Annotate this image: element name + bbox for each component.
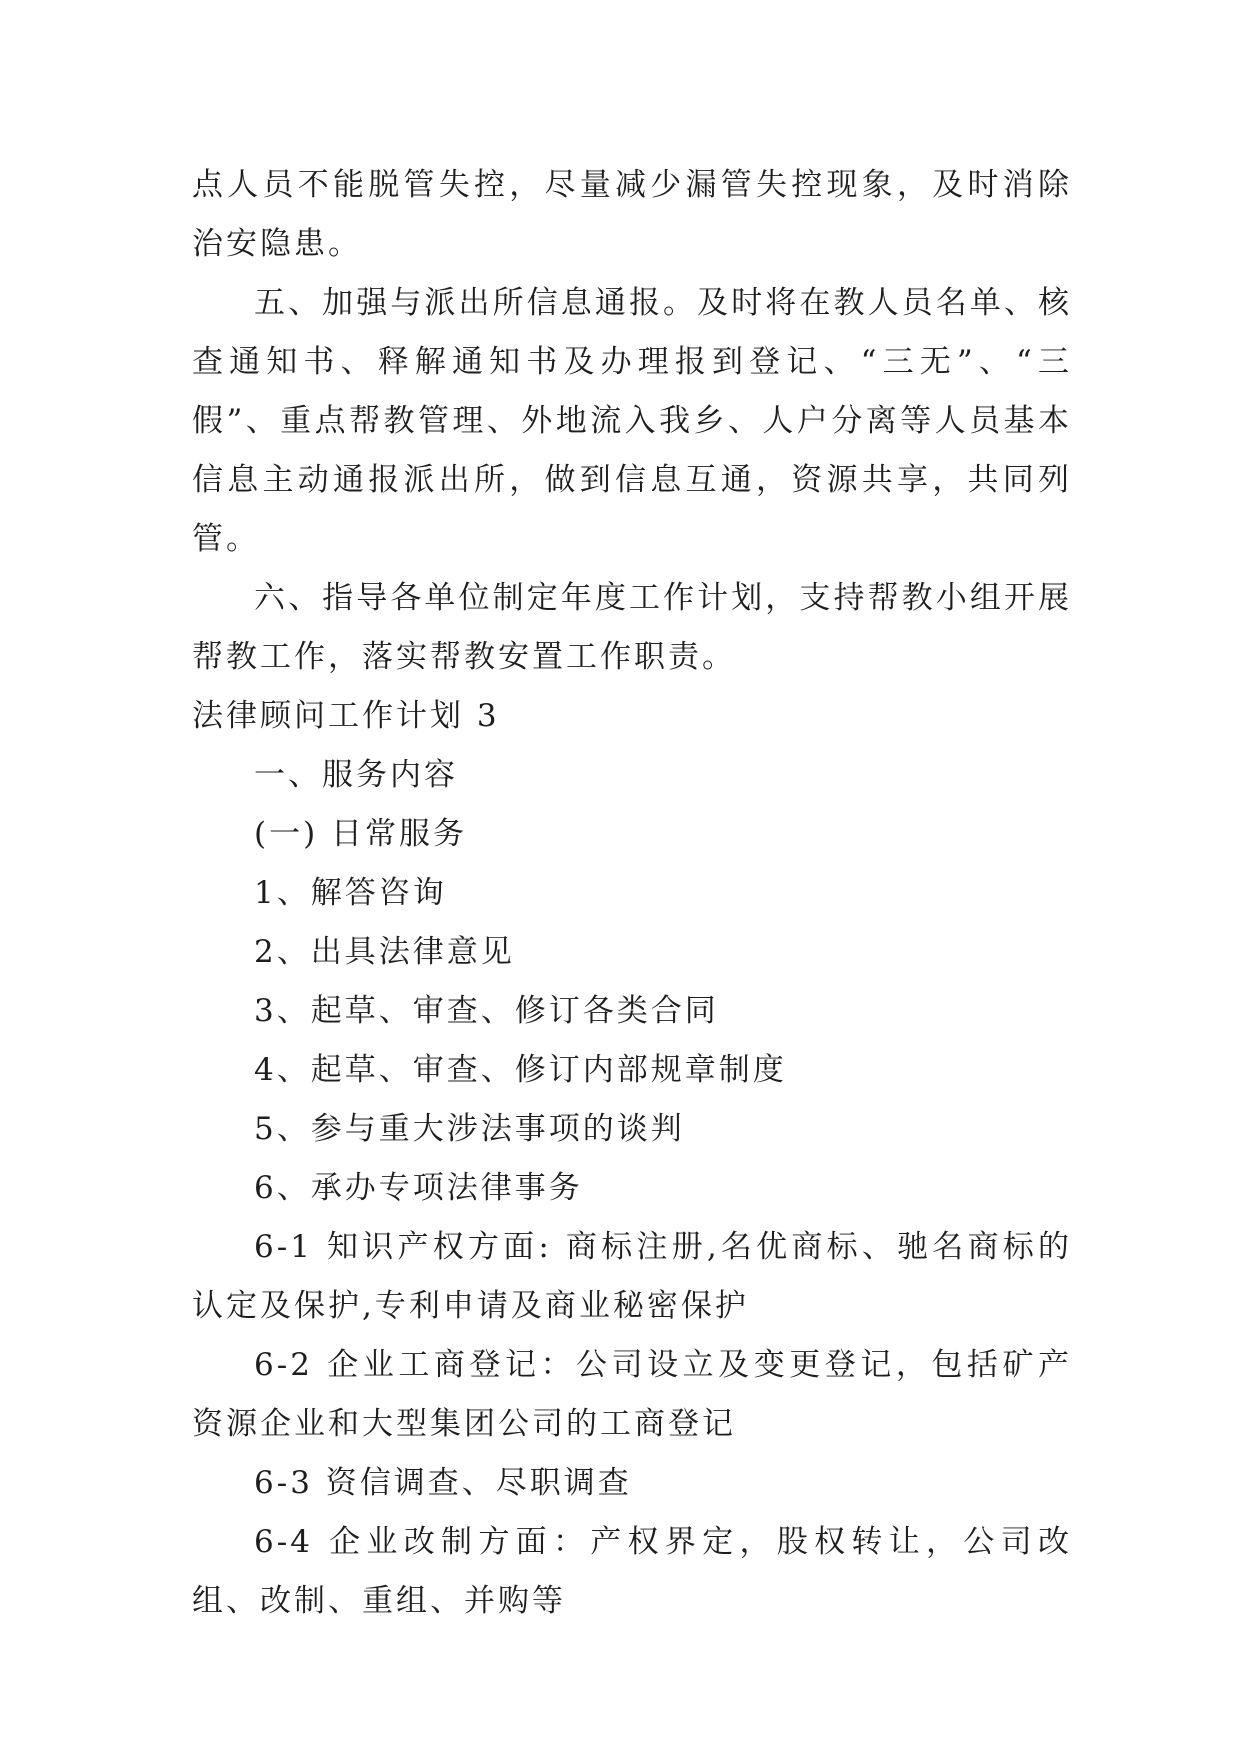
- list-item: 6、承办专项法律事务: [254, 1170, 583, 1206]
- list-item: 6-4 企业改制方面：产权界定，股权转让，公司改组、改制、重组、并购等: [192, 1524, 1072, 1619]
- paragraph-item-six: 六、指导各单位制定年度工作计划，支持帮教小组开展帮教工作，落实帮教安置工作职责。: [192, 580, 1072, 675]
- list-item: (一) 日常服务: [254, 816, 468, 852]
- list-item: 3、起草、审查、修订各类合同: [254, 993, 719, 1029]
- list-item: 一、服务内容: [254, 757, 458, 793]
- list-item: 6-1 知识产权方面: 商标注册,名优商标、驰名商标的认定及保护,专利申请及商业秘密保护: [192, 1229, 1072, 1324]
- list-item: 6-3 资信调查、尽职调查: [254, 1465, 632, 1501]
- paragraph-item-five: 五、加强与派出所信息通报。及时将在教人员名单、核查通知书、释解通知书及办理报到登记、“三无”、“三假”、重点帮教管理、外地流入我乡、人户分离等人员基本信息主动通报派出所，做到信息互通，资源共享，共同列管。: [192, 285, 1072, 557]
- list-item: 2、出具法律意见: [254, 934, 515, 970]
- list-item: 5、参与重大涉法事项的谈判: [254, 1111, 685, 1147]
- list-item: 6-2 企业工商登记：公司设立及变更登记，包括矿产资源企业和大型集团公司的工商登记: [192, 1347, 1072, 1442]
- document-body: [192, 156, 1072, 1631]
- paragraph-continuation: 点人员不能脱管失控，尽量减少漏管失控现象，及时消除治安隐患。: [192, 167, 1072, 262]
- list-item: 4、起草、审查、修订内部规章制度: [254, 1052, 787, 1088]
- list-item: 1、解答咨询: [254, 875, 447, 911]
- section-title: 法律顾问工作计划 3: [192, 698, 500, 734]
